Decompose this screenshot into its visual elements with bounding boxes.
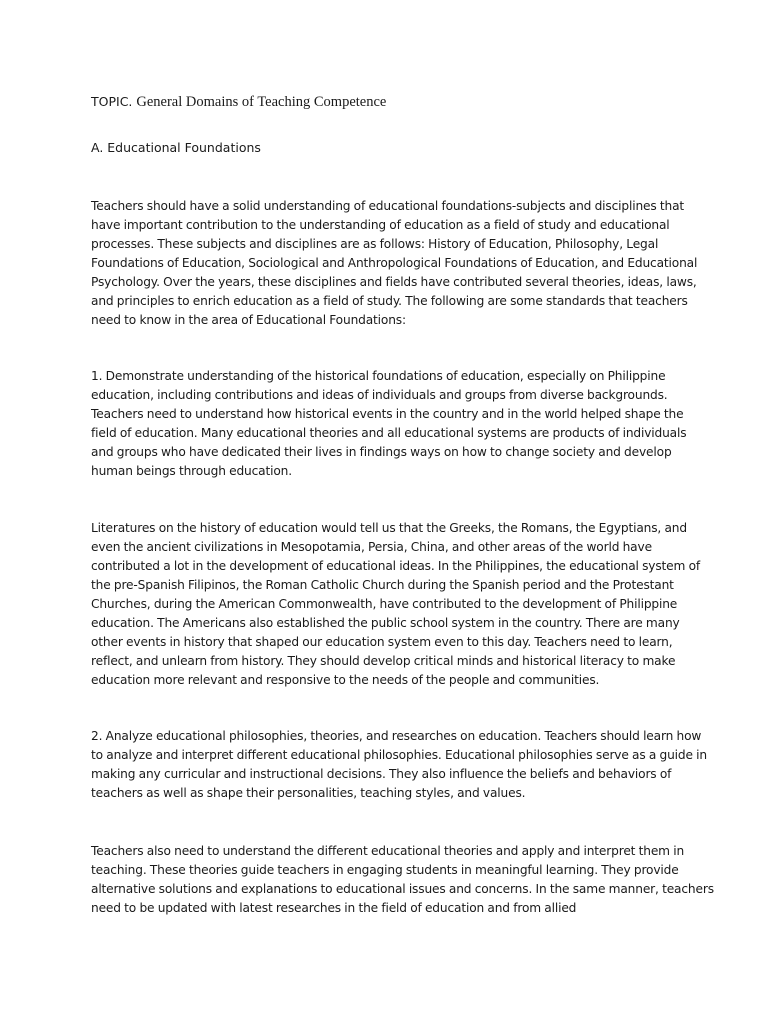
title-text: General Domains of Teaching Competence xyxy=(136,94,387,110)
paragraph-line: Teachers should have a solid understanding of educational foundations-subjects and disciplines that xyxy=(91,199,685,213)
paragraph-line: making any curricular and instructional decisions. They also influence the beliefs and behaviors of xyxy=(91,767,672,781)
paragraph-theories xyxy=(91,842,714,918)
paragraph-line: 2. Analyze educational philosophies, theories, and researches on education. Teachers should learn how xyxy=(91,729,702,743)
paragraph-line: alternative solutions and explanations to educational issues and concerns. In the same manner, teachers xyxy=(91,882,714,896)
section-heading: A. Educational Foundations xyxy=(91,140,261,155)
paragraph-standard-1 xyxy=(91,367,691,481)
paragraph-intro xyxy=(91,197,698,330)
paragraph-line: Teachers need to understand how historical events in the country and in the world helped shape the xyxy=(91,407,684,421)
paragraph-history xyxy=(91,519,701,690)
paragraph-line: to analyze and interpret different educational philosophies. Educational philosophies serve as a guide in xyxy=(91,748,707,762)
paragraph-line: reflect, and unlearn from history. They should develop critical minds and historical literacy to make xyxy=(91,654,676,668)
paragraph-line: the pre-Spanish Filipinos, the Roman Catholic Church during the Spanish period and the Protestant xyxy=(91,578,674,592)
title-prefix: TOPIC. xyxy=(91,94,133,109)
paragraph-line: even the ancient civilizations in Mesopotamia, Persia, China, and other areas of the world have xyxy=(91,540,652,554)
paragraph-line: education. The Americans also established the public school system in the country. There are many xyxy=(91,616,680,630)
paragraph-line: education, including contributions and ideas of individuals and groups from diverse backgrounds. xyxy=(91,388,668,402)
paragraph-line: teachers as well as shape their personalities, teaching styles, and values. xyxy=(91,786,526,800)
paragraph-line: have important contribution to the understanding of education as a field of study and educational xyxy=(91,218,670,232)
paragraph-line: and groups who have dedicated their lives in findings ways on how to change society and develop xyxy=(91,445,672,459)
paragraph-line: Foundations of Education, Sociological and Anthropological Foundations of Education, and Educational xyxy=(91,256,698,270)
paragraph-line: other events in history that shaped our education system even to this day. Teachers need to learn, xyxy=(91,635,673,649)
paragraph-line: field of education. Many educational theories and all educational systems are products of individuals xyxy=(91,426,687,440)
paragraph-line: need to know in the area of Educational Foundations: xyxy=(91,313,406,327)
paragraph-line: and principles to enrich education as a field of study. The following are some standards that teachers xyxy=(91,294,688,308)
paragraph-line: Psychology. Over the years, these disciplines and fields have contributed several theories, ideas, laws, xyxy=(91,275,697,289)
paragraph-line: need to be updated with latest researches in the field of education and from allied xyxy=(91,901,577,915)
paragraph-line: Literatures on the history of education would tell us that the Greeks, the Romans, the Egyptians, and xyxy=(91,521,687,535)
paragraph-line: Churches, during the American Commonwealth, have contributed to the development of Philippine xyxy=(91,597,678,611)
paragraph-line: Teachers also need to understand the different educational theories and apply and interpret them in xyxy=(91,844,685,858)
document-title xyxy=(91,93,386,111)
paragraph-line: 1. Demonstrate understanding of the historical foundations of education, especially on Philippine xyxy=(91,369,666,383)
paragraph-line: contributed a lot in the development of educational ideas. In the Philippines, the educational system of xyxy=(91,559,701,573)
paragraph-line: teaching. These theories guide teachers in engaging students in meaningful learning. They provide xyxy=(91,863,679,877)
paragraph-standard-2 xyxy=(91,727,707,803)
paragraph-line: education more relevant and responsive to the needs of the people and communities. xyxy=(91,673,600,687)
paragraph-line: processes. These subjects and disciplines are as follows: History of Education, Philosophy, Legal xyxy=(91,237,659,251)
paragraph-line: human beings through education. xyxy=(91,464,292,478)
